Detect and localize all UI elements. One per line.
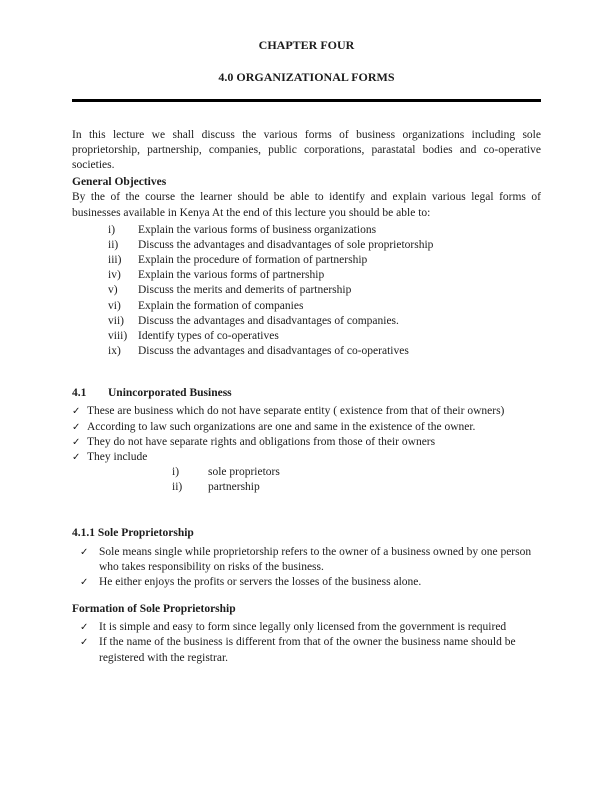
spacer bbox=[72, 359, 541, 386]
general-objectives-heading: General Objectives bbox=[72, 176, 167, 189]
formation-bullet-list bbox=[80, 620, 541, 666]
page-title: 4.0 ORGANIZATIONAL FORMS bbox=[218, 69, 395, 84]
check-icon: ✓ bbox=[80, 637, 89, 649]
bullet-text: They do not have separate rights and obligations from those of their owners bbox=[87, 435, 436, 448]
list-item-number: iii) bbox=[108, 254, 122, 267]
formation-heading: Formation of Sole Proprietorship bbox=[72, 603, 236, 616]
list-item-text: Discuss the merits and demerits of partnership bbox=[138, 284, 352, 297]
bullet-item bbox=[72, 450, 541, 465]
sublist-item-text: partnership bbox=[208, 481, 260, 494]
bullet-item bbox=[80, 575, 541, 590]
sublist-item-number: ii) bbox=[172, 481, 183, 494]
list-item bbox=[108, 238, 541, 253]
sublist-item-text: sole proprietors bbox=[208, 466, 280, 479]
list-item-number: viii) bbox=[108, 329, 128, 342]
check-icon: ✓ bbox=[80, 622, 89, 634]
bullet-text: He either enjoys the profits or servers the losses of the business alone. bbox=[99, 575, 422, 588]
list-item-number: vi) bbox=[108, 299, 121, 312]
sole-proprietorship-bullet-list bbox=[80, 545, 541, 591]
list-item-text: Explain the formation of companies bbox=[138, 299, 304, 312]
check-icon: ✓ bbox=[80, 576, 89, 588]
list-item bbox=[108, 314, 541, 329]
check-icon: ✓ bbox=[80, 546, 89, 558]
check-icon: ✓ bbox=[72, 406, 81, 418]
list-item-number: iv) bbox=[108, 269, 121, 282]
bullet-text: These are business which do not have separate entity ( existence from that of their owners) bbox=[87, 405, 505, 418]
list-item bbox=[108, 223, 541, 238]
bullet-text: If the name of the business is different from that of the owner the business name should be registered with the registrar. bbox=[99, 636, 516, 664]
bullet-item bbox=[80, 545, 541, 575]
title-divider bbox=[72, 99, 541, 102]
sublist-item-number: i) bbox=[172, 466, 180, 479]
bullet-text: They include bbox=[87, 450, 148, 463]
intro-paragraph: In this lecture we shall discuss the various forms of business organizations including sole proprietorship, partnership, companies, public corporations, parastatal bodies and co-operative societies. bbox=[72, 128, 541, 171]
list-item bbox=[108, 344, 541, 359]
list-item-text: Discuss the advantages and disadvantages of co-operatives bbox=[138, 345, 409, 358]
bullet-text: Sole means single while proprietorship refers to the owner of a business owned by one person who takes responsibility on risks of the business. bbox=[99, 545, 532, 573]
bullet-item bbox=[80, 620, 541, 635]
list-item-number: i) bbox=[108, 223, 116, 236]
bullet-item bbox=[72, 435, 541, 450]
list-item-number: ii) bbox=[108, 238, 119, 251]
they-include-sublist bbox=[172, 465, 541, 495]
list-item-text: Explain the various forms of business organizations bbox=[138, 223, 377, 236]
section-number: 4.1 bbox=[72, 387, 87, 400]
list-item-number: v) bbox=[108, 284, 118, 297]
section-41-heading bbox=[72, 386, 541, 401]
general-objectives-lead: By the of the course the learner should be able to identify and explain various legal forms of businesses available in Kenya At the end of this lecture you should be able to: bbox=[72, 191, 541, 219]
spacer bbox=[72, 495, 541, 526]
section-411-heading: 4.1.1 Sole Proprietorship bbox=[72, 527, 194, 540]
list-item bbox=[108, 329, 541, 344]
list-item-text: Identify types of co-operatives bbox=[138, 329, 279, 342]
list-item bbox=[108, 299, 541, 314]
chapter-title: CHAPTER FOUR bbox=[258, 38, 355, 52]
bullet-item bbox=[80, 635, 541, 665]
bullet-item bbox=[72, 420, 541, 435]
list-item-text: Explain the various forms of partnership bbox=[138, 269, 325, 282]
list-item-text: Discuss the advantages and disadvantages of companies. bbox=[138, 314, 399, 327]
bullet-text: It is simple and easy to form since legally only licensed from the government is required bbox=[99, 621, 507, 634]
list-item-number: vii) bbox=[108, 314, 124, 327]
sublist-item bbox=[172, 480, 541, 495]
check-icon: ✓ bbox=[72, 436, 81, 448]
bullet-text: According to law such organizations are one and same in the existence of the owner. bbox=[87, 420, 476, 433]
list-item-text: Explain the procedure of formation of partnership bbox=[138, 254, 368, 267]
spacer bbox=[72, 590, 541, 602]
check-icon: ✓ bbox=[72, 421, 81, 433]
list-item bbox=[108, 253, 541, 268]
objectives-list bbox=[108, 223, 541, 360]
list-item-number: ix) bbox=[108, 345, 121, 358]
check-icon: ✓ bbox=[72, 451, 81, 463]
list-item bbox=[108, 268, 541, 283]
bullet-item bbox=[72, 404, 541, 419]
section-title: Unincorporated Business bbox=[108, 387, 232, 400]
list-item-text: Discuss the advantages and disadvantages of sole proprietorship bbox=[138, 238, 434, 251]
sublist-item bbox=[172, 465, 541, 480]
unincorporated-bullet-list bbox=[72, 404, 541, 465]
list-item bbox=[108, 283, 541, 298]
